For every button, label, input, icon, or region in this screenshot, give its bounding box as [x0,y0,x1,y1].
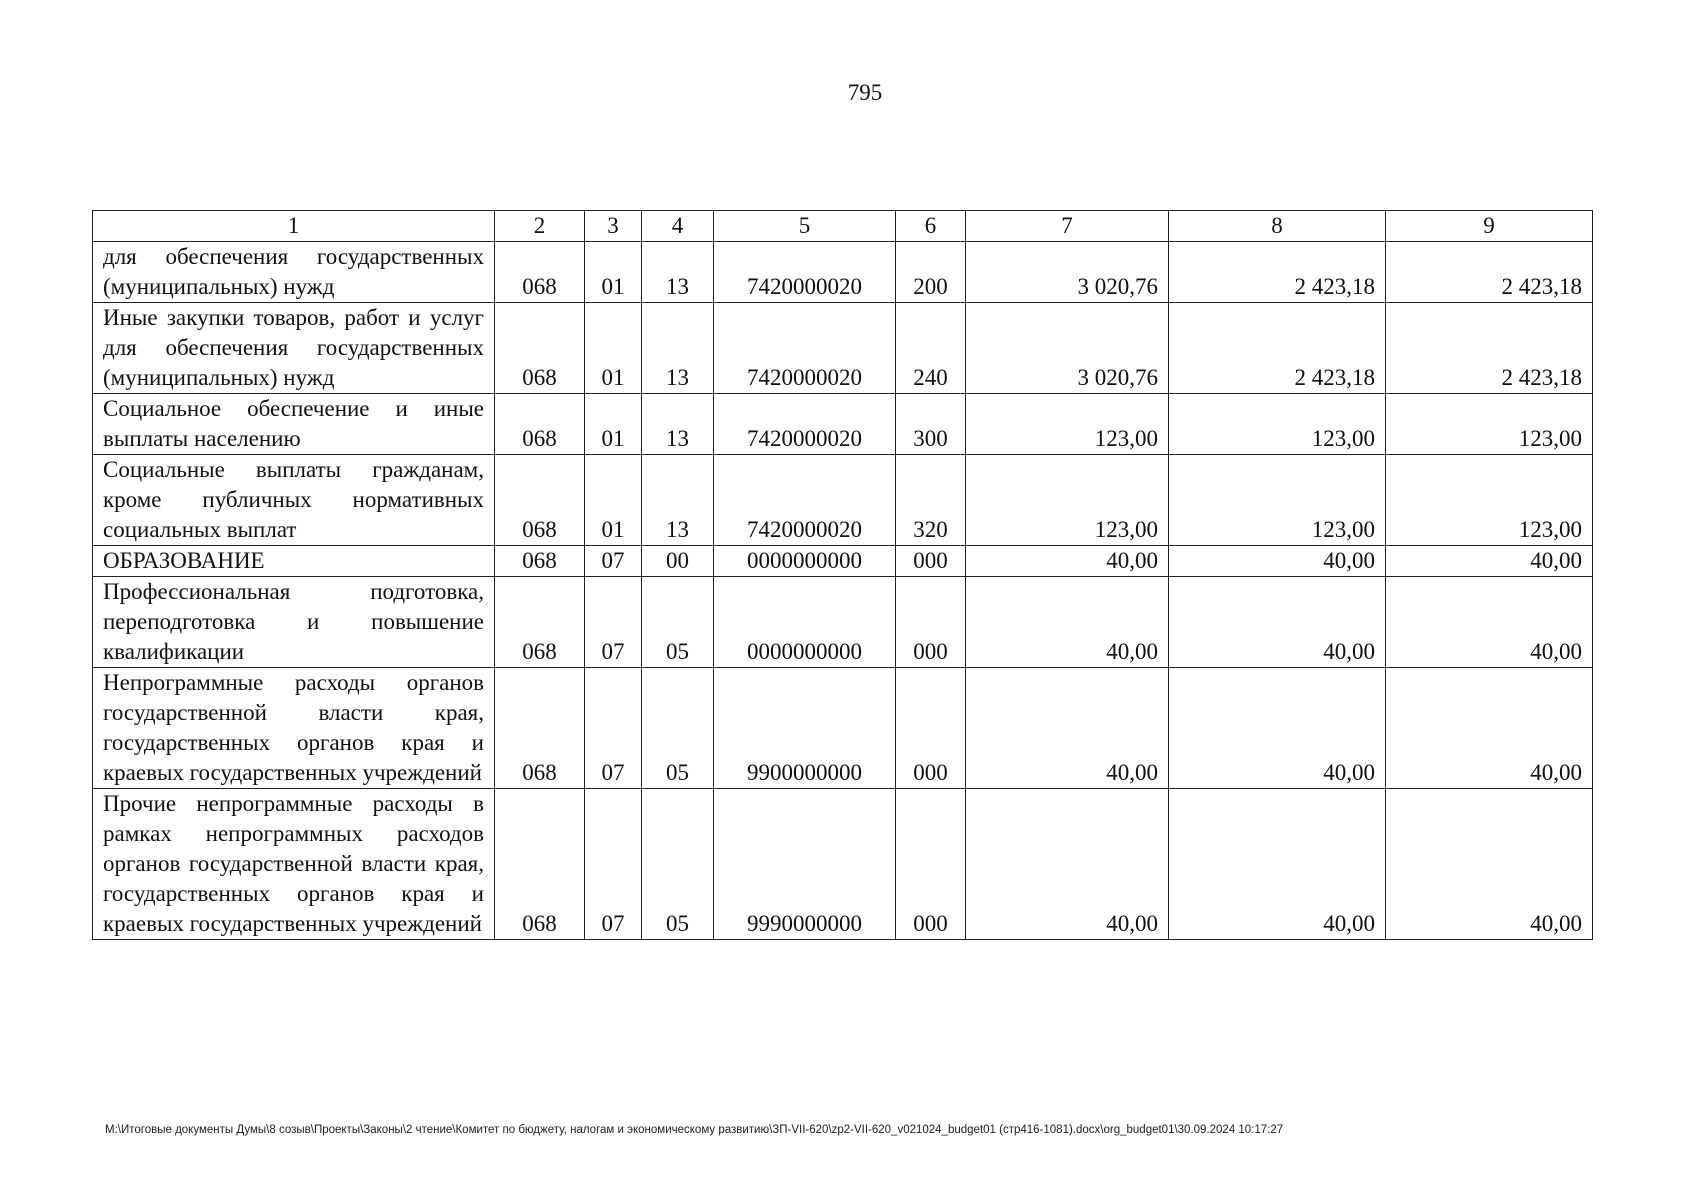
amount-col9-cell: 2 423,18 [1386,242,1593,303]
section-cell: 01 [585,303,642,394]
expense-type-cell: 200 [896,242,966,303]
subsection-cell: 05 [642,789,714,940]
row-name-cell [93,577,495,668]
subsection-cell: 13 [642,242,714,303]
amount-col9-cell: 2 423,18 [1386,303,1593,394]
expense-type-cell: 000 [896,577,966,668]
column-header: 8 [1169,211,1386,242]
amount-col9-cell: 123,00 [1386,455,1593,546]
row-name-cell [93,242,495,303]
target-article-cell: 7420000020 [714,242,896,303]
target-article-cell: 9900000000 [714,668,896,789]
row-name: ОБРАЗОВАНИЕ [103,548,265,573]
admin-code-cell: 068 [495,394,585,455]
section-cell: 07 [585,789,642,940]
amount-col9-cell: 40,00 [1386,789,1593,940]
amount-col8-cell: 2 423,18 [1169,303,1386,394]
column-header: 1 [93,211,495,242]
column-header: 3 [585,211,642,242]
amount-col8-cell: 40,00 [1169,789,1386,940]
amount-col7-cell: 123,00 [966,455,1169,546]
amount-col7-cell: 40,00 [966,668,1169,789]
subsection-cell: 00 [642,546,714,577]
amount-col9-cell: 40,00 [1386,668,1593,789]
expense-type-cell: 000 [896,546,966,577]
amount-col7-cell: 40,00 [966,789,1169,940]
table-row [93,668,1593,789]
subsection-cell: 13 [642,303,714,394]
admin-code-cell: 068 [495,668,585,789]
row-name: Прочие непрограммные расходы в рамках непрограммных расходов органов государственной власти края, государственных органов края и краевых государственных учреждений [103,791,484,936]
budget-table [92,210,1593,940]
row-name: Профессиональная подготовка, переподготовка и повышение квалификации [103,579,484,664]
document-file-path: M:\Итоговые документы Думы\8 созыв\Проекты\Законы\2 чтение\Комитет по бюджету, налогам и экономическому развитию\ЗП-VII-620\zp2-VII-620_v021024_budget01 (стр416-1081).docx\org_budget01\30.09.2024 10:17:27 [105,1124,1284,1136]
row-name-cell [93,789,495,940]
amount-col7-cell: 123,00 [966,394,1169,455]
table-row [93,394,1593,455]
row-name-cell [93,394,495,455]
section-cell: 07 [585,577,642,668]
subsection-cell: 05 [642,577,714,668]
subsection-cell: 13 [642,455,714,546]
expense-type-cell: 000 [896,668,966,789]
amount-col7-cell: 40,00 [966,577,1169,668]
table-row [93,546,1593,577]
section-cell: 01 [585,455,642,546]
amount-col7-cell: 40,00 [966,546,1169,577]
expense-type-cell: 300 [896,394,966,455]
amount-col8-cell: 2 423,18 [1169,242,1386,303]
row-name: Непрограммные расходы органов государственной власти края, государственных органов края и краевых государственных учреждений [103,670,484,785]
row-name-cell [93,455,495,546]
target-article-cell: 0000000000 [714,546,896,577]
subsection-cell: 05 [642,668,714,789]
admin-code-cell: 068 [495,455,585,546]
section-cell: 07 [585,668,642,789]
row-name: для обеспечения государственных (муниципальных) нужд [103,244,484,299]
table-row [93,577,1593,668]
amount-col8-cell: 40,00 [1169,668,1386,789]
expense-type-cell: 320 [896,455,966,546]
column-header: 2 [495,211,585,242]
table-row [93,789,1593,940]
row-name: Социальное обеспечение и иные выплаты населению [103,396,484,451]
target-article-cell: 7420000020 [714,303,896,394]
admin-code-cell: 068 [495,789,585,940]
column-header: 5 [714,211,896,242]
amount-col8-cell: 40,00 [1169,577,1386,668]
page-number: 795 [847,80,883,105]
column-header: 6 [896,211,966,242]
amount-col9-cell: 40,00 [1386,546,1593,577]
target-article-cell: 7420000020 [714,394,896,455]
section-cell: 01 [585,242,642,303]
column-header: 4 [642,211,714,242]
expense-type-cell: 240 [896,303,966,394]
column-header: 7 [966,211,1169,242]
expense-type-cell: 000 [896,789,966,940]
row-name-cell [93,546,495,577]
amount-col8-cell: 123,00 [1169,455,1386,546]
subsection-cell: 13 [642,394,714,455]
amount-col9-cell: 123,00 [1386,394,1593,455]
admin-code-cell: 068 [495,303,585,394]
admin-code-cell: 068 [495,577,585,668]
amount-col9-cell: 40,00 [1386,577,1593,668]
target-article-cell: 9990000000 [714,789,896,940]
table-row [93,455,1593,546]
amount-col8-cell: 123,00 [1169,394,1386,455]
row-name-cell [93,303,495,394]
row-name-cell [93,668,495,789]
amount-col7-cell: 3 020,76 [966,242,1169,303]
admin-code-cell: 068 [495,546,585,577]
table-row [93,242,1593,303]
target-article-cell: 7420000020 [714,455,896,546]
amount-col8-cell: 40,00 [1169,546,1386,577]
row-name: Социальные выплаты гражданам, кроме публичных нормативных социальных выплат [103,457,484,542]
header-row [93,211,1593,242]
section-cell: 01 [585,394,642,455]
table-row [93,303,1593,394]
admin-code-cell: 068 [495,242,585,303]
row-name: Иные закупки товаров, работ и услуг для обеспечения государственных (муниципальных) нужд [103,305,484,390]
amount-col7-cell: 3 020,76 [966,303,1169,394]
target-article-cell: 0000000000 [714,577,896,668]
column-header: 9 [1386,211,1593,242]
section-cell: 07 [585,546,642,577]
